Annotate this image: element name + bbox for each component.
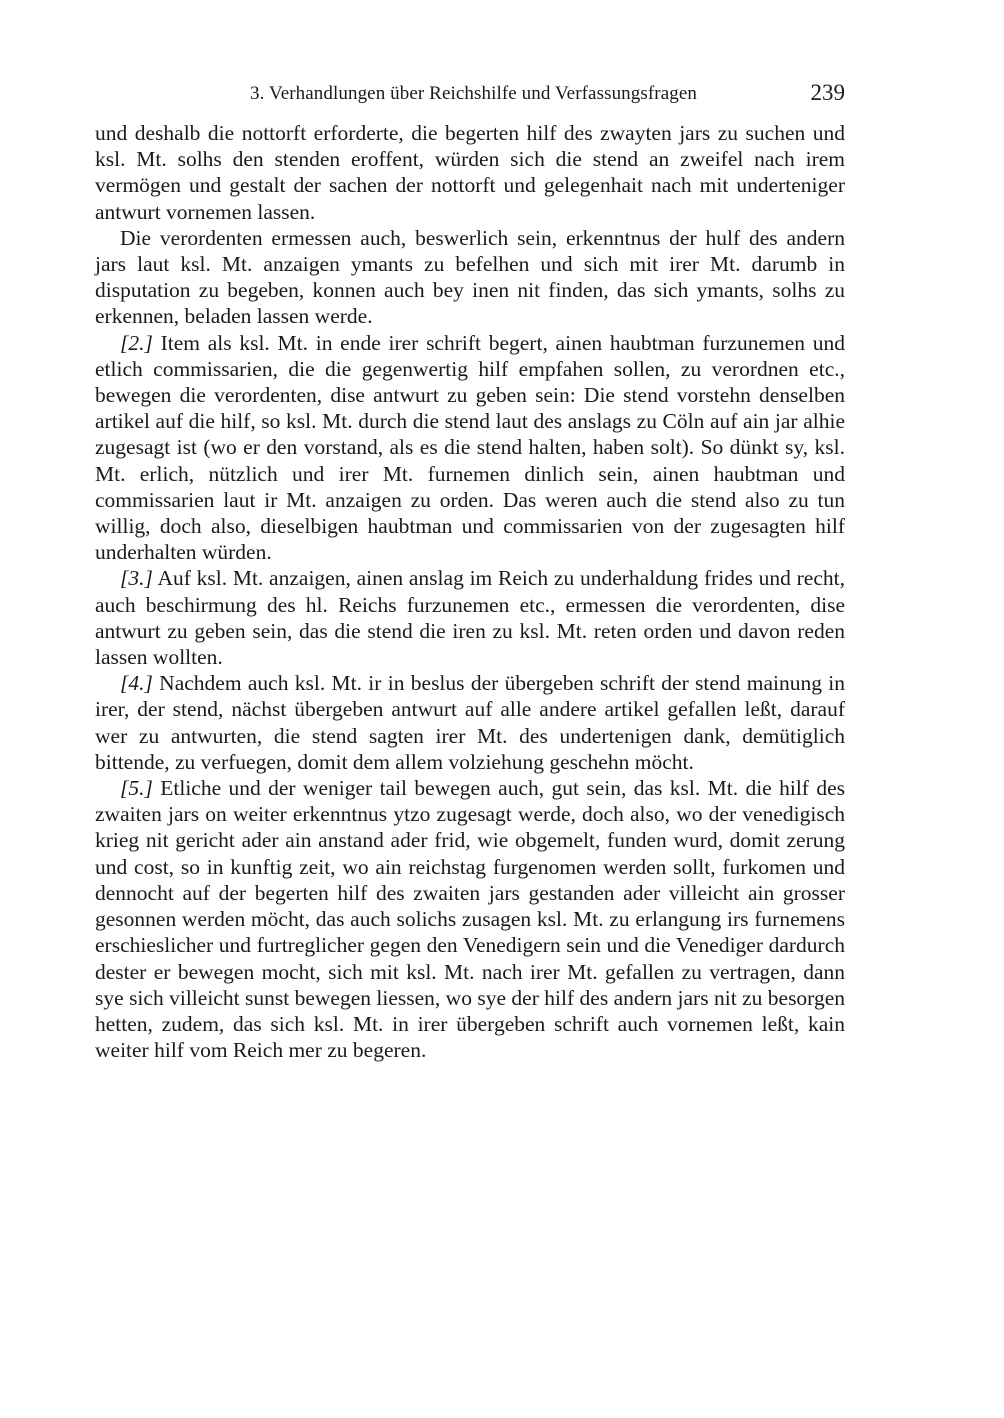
paragraph-text: Nachdem auch ksl. Mt. ir in beslus der übergeben schrift der stend mainung in irer, der stend, nächst übergeben antwurt auf alle andere artikel gefallen leßt, darauf wer zu antwurten, die stend sagten irer Mt. des undertenigen dank, demütiglich bittende, zu verfuegen, domit dem allem volziehung geschehn möcht. <box>95 671 846 774</box>
paragraph <box>95 565 845 670</box>
paragraph-number: [2.] <box>120 330 153 355</box>
page-number: 239 <box>810 80 845 105</box>
paragraph-text: Etliche und der weniger tail bewegen auch, gut sein, das ksl. Mt. die hilf des zwaiten jars on weiter erkenntnus ytzo zugesagt werde, doch also, wo der venedigisch krieg nit gericht ader ain anstand ader frid, wie obgemelt, funden wurd, domit zerung und cost, so in kunftig zeit, wo ain reichstag furgenomen werden sollt, furkomen und dennocht auf der begerten hilf des zwaiten jars gestanden ader villeicht ain grosser gesonnen werden möcht, das auch solichs zusagen ksl. Mt. zu erlangung irs furnemens erschieslicher und furtreglicher gegen den Venedigern sein und die Venediger dardurch dester er bewegen mocht, sich mit ksl. Mt. nach irer Mt. gefallen zu vertragen, dann sye sich villeicht sunst bewegen liessen, wo sye der hilf des andern jars nit zu besorgen hetten, zudem, das sich ksl. Mt. in irer übergeben schrift auch vornemen leßt, kain weiter hilf vom Reich mer zu begeren. <box>95 776 845 1063</box>
paragraph <box>95 225 845 330</box>
paragraph-number: [5.] <box>120 776 153 801</box>
paragraph-text: und deshalb die nottorft erforderte, die begerten hilf des zwayten jars zu suchen und ksl. Mt. solhs den stenden eroffent, würden sich die stend an zweifel nach irem vermögen und gestalt der sachen der nottorft und gelegenhait nach mit underteniger antwurt vornemen lassen. <box>95 121 845 224</box>
paragraph <box>95 330 845 566</box>
paragraph <box>95 120 845 225</box>
running-header <box>95 80 845 110</box>
body-text <box>95 120 845 1063</box>
paragraph-number: [3.] <box>120 566 153 591</box>
paragraph-number: [4.] <box>120 671 153 696</box>
running-title: 3. Verhandlungen über Reichshilfe und Verfassungsfragen <box>250 83 697 104</box>
paragraph-text: Item als ksl. Mt. in ende irer schrift begert, ainen haubtman furzunemen und etlich commissarien, die die gegenwertig hilf empfahen sollen, zu verordnen etc., bewegen die verordenten, dise antwurt zu geben sein: Die stend vorstehn denselben artikel auf die hilf, so ksl. Mt. durch die stend laut des anslags zu Cöln auf ain jar alhie zugesagt ist (wo er den vorstand, als es die stend halten, haben solt). So dünkt sy, ksl. Mt. erlich, nützlich und irer Mt. furnemen dinlich sein, ainen haubtman und commissarien laut ir Mt. anzaigen zu orden. Das weren auch die stend also zu tun willig, doch also, dieselbigen haubtman und commissarien von der zugesagten hilf underhalten würden. <box>95 330 846 565</box>
paragraph <box>95 775 845 1063</box>
paragraph-text: Die verordenten ermessen auch, beswerlich sein, erkenntnus der hulf des andern jars laut ksl. Mt. anzaigen ymants zu befelhen und sich mit irer Mt. darumb in disputation zu begeben, konnen auch bey inen nit finden, das sich ymants, solhs zu erkennen, beladen lassen werde. <box>95 225 845 329</box>
paragraph-text: Auf ksl. Mt. anzaigen, ainen anslag im Reich zu underhaldung frides und recht, auch beschirmung des hl. Reichs furzunemen etc., ermessen die verordenten, dise antwurt zu geben sein, das die stend die iren zu ksl. Mt. reten orden und davon reden lassen wollten. <box>95 566 845 670</box>
paragraph <box>95 670 845 775</box>
